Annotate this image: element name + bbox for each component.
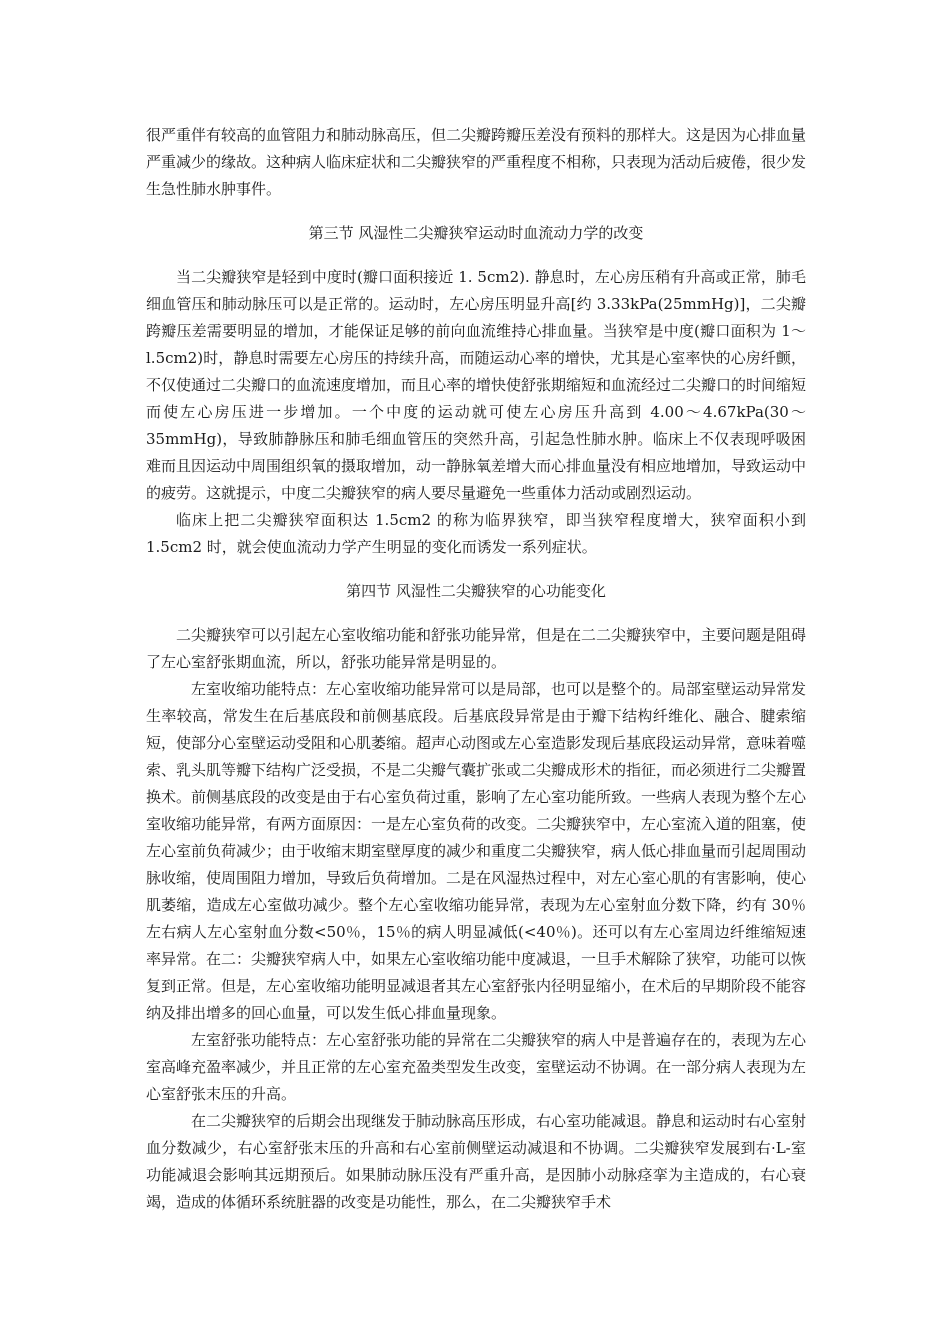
paragraph-6: 左室舒张功能特点：左心室舒张功能的异常在二尖瓣狭窄的病人中是普遍存在的，表现为左心室高峰充盈率减少，并且正常的左心室充盈类型发生改变，室壁运动不协调。在一部分病人表现为左心室舒张末压的升高。 <box>146 1031 807 1103</box>
paragraph-5: 左室收缩功能特点：左心室收缩功能异常可以是局部，也可以是整个的。局部室壁运动异常发生率较高，常发生在后基底段和前侧基底段。后基底段异常是由于瓣下结构纤维化、融合、腱索缩短，使部分心室壁运动受阻和心肌萎缩。超声心动图或左心室造影发现后基底段运动异常，意味着噬索、乳头肌等瓣下结构广泛受损，不是二尖瓣气囊扩张或二尖瓣成形术的指征，而必须进行二尖瓣置换术。前侧基底段的改变是由于右心室负荷过重，影响了左心室功能所致。一些病人表现为整个左心室收缩功能异常，有两方面原因：一是左心室负荷的改变。二尖瓣狭窄中，左心室流入道的阻塞，使左心室前负荷减少；由于收缩末期室壁厚度的减少和重度二尖瓣狭窄，病人低心排血量而引起周围动脉收缩，使周围阻力增加，导致后负荷增加。二是在风湿热过程中，对左心室心肌的有害影响，使心肌萎缩，造成左心室做功减少。整个左心室收缩功能异常，表现为左心室射血分数下降，约有 30％左右病人左心室射血分数<50％，15％的病人明显减低(<40％)。还可以有左心室周边纤维缩短速率异常。在二：尖瓣狭窄病人中，如果左心室收缩功能中度减退，一旦手术解除了狭窄，功能可以恢复到正常。但是，左心室收缩功能明显减退者其左心室舒张内径明显缩小，在术后的早期阶段不能容纳及排出增多的回心血量，可以发生低心排血量现象。 <box>146 680 807 1022</box>
document-page <box>146 122 806 1216</box>
paragraph-3: 临床上把二尖瓣狭窄面积达 1.5cm2 的称为临界狭窄，即当狭窄程度增大，狭窄面积小到 1.5cm2 时，就会使血流动力学产生明显的变化而诱发一系列症状。 <box>146 511 806 556</box>
section-4-title: 第四节 风湿性二尖瓣狭窄的心功能变化 <box>346 582 606 600</box>
section-3-title: 第三节 风湿性二尖瓣狭窄运动时血流动力学的改变 <box>308 224 644 242</box>
paragraph-2: 当二尖瓣狭窄是轻到中度时(瓣口面积接近 1. 5cm2). 静息时，左心房压稍有升高或正常，肺毛细血管压和肺动脉压可以是正常的。运动时，左心房压明显升高[约 3.33kPa(25mmHg)]，二尖瓣跨瓣压差需要明显的增加，才能保证足够的前向血流维持心排血量。当狭窄是中度(瓣口面积为 1～l.5cm2)时，静息时需要左心房压的持续升高，而随运动心率的增快，尤其是心室率快的心房纤颤，不仅使通过二尖瓣口的血流速度增加，而且心率的增快使舒张期缩短和血流经过二尖瓣口的时间缩短而使左心房压进一步增加。一个中度的运动就可使左心房压升高到 4.00～4.67kPa(30～35mmHg)，导致肺静脉压和肺毛细血管压的突然升高，引起急性肺水肿。临床上不仅表现呼吸困难而且因运动中周围组织氧的摄取增加，动一静脉氧差增大而心排血量没有相应地增加，导致运动中的疲劳。这就提示，中度二尖瓣狭窄的病人要尽量避免一些重体力活动或剧烈运动。 <box>146 268 807 502</box>
paragraph-1: 很严重伴有较高的血管阻力和肺动脉高压，但二尖瓣跨瓣压差没有预料的那样大。这是因为心排血量严重减少的缘故。这种病人临床症状和二尖瓣狭窄的严重程度不相称，只表现为活动后疲倦，很少发生急性肺水肿事件。 <box>146 126 807 198</box>
paragraph-4: 二尖瓣狭窄可以引起左心室收缩功能和舒张功能异常，但是在二二尖瓣狭窄中，主要问题是阻碍了左心室舒张期血流，所以，舒张功能异常是明显的。 <box>146 626 807 671</box>
paragraph-7: 在二尖瓣狭窄的后期会出现继发于肺动脉高压形成，右心室功能减退。静息和运动时右心室射血分数减少，右心室舒张末压的升高和右心室前侧壁运动减退和不协调。二尖瓣狭窄发展到右·L-室功能减退会影响其远期预后。如果肺动脉压没有严重升高，是因肺小动脉痉挛为主造成的，右心衰竭，造成的体循环系统脏器的改变是功能性，那么，在二尖瓣狭窄手术 <box>146 1112 807 1211</box>
